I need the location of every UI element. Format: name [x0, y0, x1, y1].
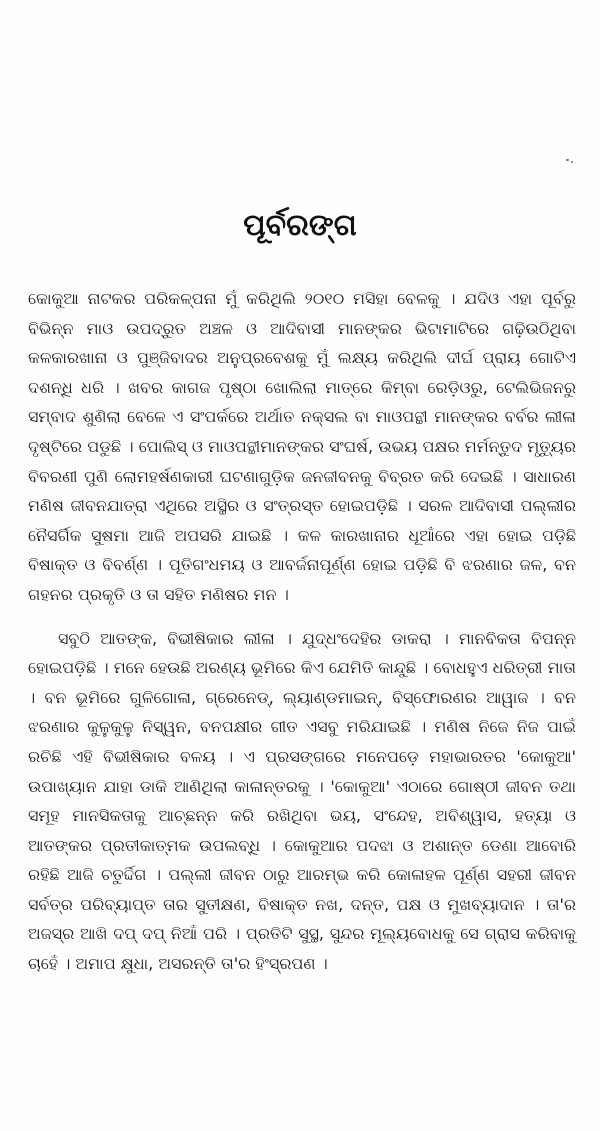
- body-text: [28, 284, 576, 993]
- paragraph-1: କୋକୁଆ ନାଟକର ପରିକଳ୍ପନା ମୁଁ କରିଥିଲି ୨୦୧୦ ମସିହା ବେଳକୁ । ଯଦିଓ ଏହା ପୂର୍ବରୁ ବିଭିନ୍ନ ମାଓ ଉପଦ୍ରୁତ ଅଞ୍ଚଳ ଓ ଆଦିବାସୀ ମାନଙ୍କର ଭିଟାମାଟିରେ ଗଢ଼ିଉଠିଥିବା କଳକାରଖାନା ଓ ପୁଞ୍ଜିବାଦର ଅନୁପ୍ରବେଶକୁ ମୁଁ ଲକ୍ଷ୍ୟ କରିଥିଲି ଦୀର୍ଘ ପ୍ରାୟ ଗୋଟିଏ ଦଶନ୍ଧି ଧରି । ଖବର କାଗଜ ପୃଷ୍ଠା ଖୋଲିଲା ମାତ୍ରେ କିମ୍ବା ରେଡ଼ିଓରୁ, ଟେଲିଭିଜନରୁ ସମ୍ବାଦ ଶୁଣିଲା ବେଳେ ଏ ସଂପର୍କରେ ଅର୍ଥାତ ନକ୍ସଲ ବା ମାଓପନ୍ଥୀ ମାନଙ୍କର ବର୍ବର ଲୀଳା ଦୃଷ୍ଟିରେ ପଡୁଛି । ପୋଲିସ୍ ଓ ମାଓପନ୍ଥୀମାନଙ୍କର ସଂଘର୍ଷ, ଉଭୟ ପକ୍ଷର ମର୍ମନ୍ତୁଦ ମୃତ୍ୟୁର ବିବରଣୀ ପୁଣି ଲୋମହର୍ଷଣକାରୀ ଘଟଣାଗୁଡ଼ିକ ଜନଜୀବନକୁ ବିବ୍ରତ କରି ଦେଇଛି । ସାଧାରଣ ମଣିଷ ଜୀବନଯାତ୍ରା ଏଥିରେ ଅସ୍ଥିର ଓ ସଂତ୍ରସ୍ତ ହୋଇପଡ଼ିଛି । ସରଳ ଆଦିବାସୀ ପଲ୍ଲୀର ନୈସର୍ଗିକ ସୁଷମା ଆଜି ଅପସରି ଯାଇଛି । କଳ କାରଖାନାର ଧୂଆଁରେ ଏହା ହୋଇ ପଡ଼ିଛି ବିଷାକ୍ତ ଓ ବିବର୍ଣ୍ଣ । ପୂତିଗଂଧମୟ ଓ ଆବର୍ଜନାପୂର୍ଣ୍ଣ ହୋଇ ପଡ଼ିଛି ବି ଝରଣାର ଜଳ, ବନ ଗହନର ପ୍ରକୃତି ଓ ତା ସହିତ ମଣିଷର ମନ ।: [28, 289, 576, 604]
- print-speck: [571, 161, 573, 163]
- chapter-title: ପୂର୍ବରଙ୍ଗ: [243, 208, 357, 243]
- print-speck: [566, 159, 569, 161]
- paragraph-2: ସବୁଠି ଆତଙ୍କ, ବିଭୀଷିକାର ଲୀଳା । ଯୁଦ୍ଧଂଦେହିର ଡାକରା । ମାନବିକତା ବିପନ୍ନ ହୋଇପଡ଼ିଛି । ମନେ ହେଉଛି ଅରଣ୍ୟ ଭୂମିରେ କିଏ ଯେମିତି କାନ୍ଦୁଛି । ବୋଧହୁଏ ଧରିତ୍ରୀ ମାତା । ବନ ଭୂମିରେ ଗୁଳିଗୋଳା, ଗ୍ରେନେଡ୍, ଲ୍ୟାଣ୍ଡମାଇନ୍, ବିସ୍ଫୋରଣର ଆୱାଜ । ବନ ଝରଣାର କୁଳୁକୁଳୁ ନିସ୍ୱନ, ବନପକ୍ଷୀର ଗୀତ ଏସବୁ ମରିଯାଇଛି । ମଣିଷ ନିଜେ ନିଜ ପାଇଁ ରଚିଛି ଏହି ବିଭୀଷିକାର ବଳୟ । ଏ ପ୍ରସଙ୍ଗରେ ମନେପଡ଼େ ମହାଭାରତର 'କୋକୁଆ' ଉପାଖ୍ୟାନ ଯାହା ଡାକି ଆଣିଥିଲା କାଳାନ୍ତରକୁ । 'କୋକୁଆ' ଏଠାରେ ଗୋଷ୍ଠୀ ଜୀବନ ତଥା ସମୂହ ମାନସିକତାକୁ ଆଚ୍ଛନ୍ନ କରି ରଖିଥିବା ଭୟ, ସଂନ୍ଦେହ, ଅବିଶ୍ୱାସ, ହତ୍ୟା ଓ ଆତଙ୍କର ପ୍ରତୀକାତ୍ମକ ଉପଲବ୍ଧି । କୋକୁଆର ପଦଝା ଓ ଅଶାନ୍ତ ଡେଣା ଆବୋରି ରହିଛି ଆଜି ଚତୁର୍ଦ୍ଦିଗ । ପଲ୍ଲୀ ଜୀବନ ଠାରୁ ଆରମ୍ଭ କରି କୋଳାହଳ ପୂର୍ଣ୍ଣ ସହରୀ ଜୀବନ ସର୍ବତ୍ର ପରିବ୍ୟାପ୍ତ ତାର ସୁତୀକ୍ଷଣ, ବିଷାକ୍ତ ନଖ, ଦନ୍ତ, ପକ୍ଷ ଓ ମୁଖବ୍ୟାଦାନ । ତା'ର ଅଜସ୍ର ଆଖି ଦପ୍ ଦପ୍ ନିଆଁ ପରି । ପ୍ରତିଟି ସୁସ୍ଥ, ସୁନ୍ଦର ମୂଲ୍ୟବୋଧକୁ ସେ ଗ୍ରାସ କରିବାକୁ ଚାହେଁ । ଅମାପ କ୍ଷୁଧା, ଅସରନ୍ତି ତା'ର ହିଂସ୍ରପଣ ।: [28, 628, 576, 974]
